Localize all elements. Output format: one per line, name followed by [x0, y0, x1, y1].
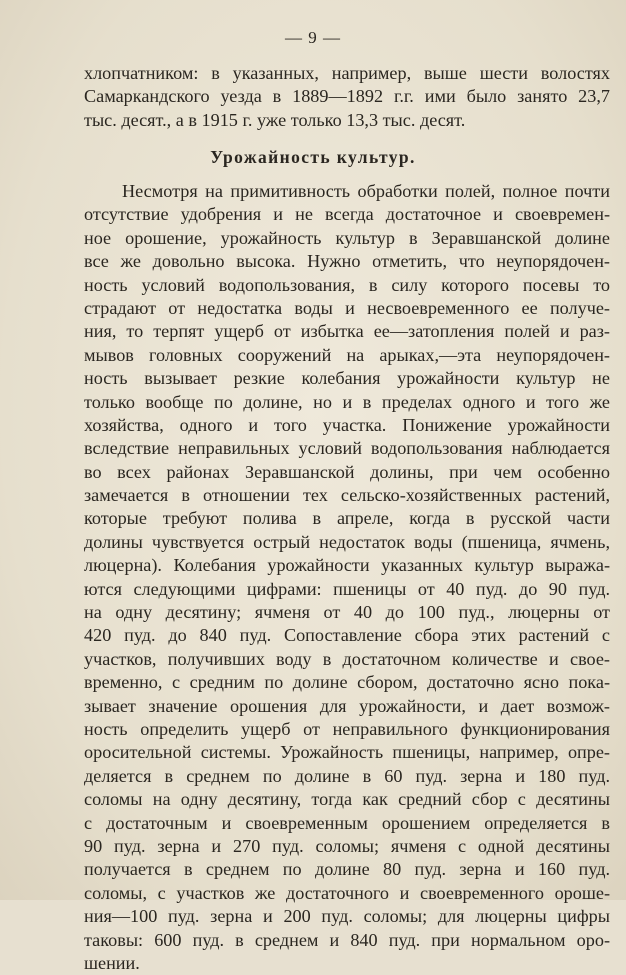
text-line: шении. [84, 952, 140, 973]
text-line: ность условий водопользования, в силу которого посевы то [84, 274, 610, 295]
text-line: ность вызывает резкие колебания урожайности культур не [84, 368, 610, 389]
text-line: деляется в среднем по долине в 60 пуд. зерна и 180 пуд. [84, 765, 610, 786]
text-line: страдают от недостатка воды и несвоевременного ее получе- [84, 297, 610, 318]
text-line: ния, то терпят ущерб от избытка ее—затопления полей и раз- [84, 321, 610, 342]
text-line: соломы, с участков же достаточного и своевременного ороше- [84, 882, 610, 903]
text-line: оросительной системы. Урожайность пшеницы, например, опре- [84, 742, 610, 763]
text-line: во всех районах Зеравшанской долины, при чем особенно [84, 461, 610, 482]
section-heading: Урожайность культур. [210, 147, 416, 167]
body-paragraph [84, 180, 610, 975]
text-line: отсутствие удобрения и не всегда достаточное и своевремен- [84, 204, 610, 225]
text-line: замечается в отношении тех сельско-хозяйственных растений, [84, 485, 610, 506]
text-line: временно, с средним по долине сбором, достаточно ясно пока- [84, 672, 610, 693]
text-line: с достаточным и своевременным орошением определяется в [84, 812, 610, 833]
text-line: вследствие неправильных условий водопользования наблюдается [84, 438, 610, 459]
text-line: 90 пуд. зерна и 270 пуд. соломы; ячменя с одной десятины [84, 835, 610, 856]
text-line: получается в среднем по долине 80 пуд. зерна и 160 пуд. [84, 859, 610, 880]
text-line: ются следующими цифрами: пшеницы от 40 пуд. до 90 пуд. [84, 578, 610, 599]
text-line: которые требуют полива в апреле, когда в русской части [84, 508, 610, 529]
text-line: люцерна). Колебания урожайности указанных культур выража- [84, 555, 610, 576]
text-line: участков, получивших воду в достаточном количестве и свое- [84, 648, 610, 669]
text-line: на одну десятину; ячменя от 40 до 100 пуд., люцерны от [84, 602, 610, 623]
text-line: все же довольно высока. Нужно отметить, что неупорядочен- [84, 251, 610, 272]
text-line: только вообще по долине, но и в пределах одного и того же [84, 391, 610, 412]
text-line: Самаркандского уезда в 1889—1892 г.г. ими было занято 23,7 [84, 86, 610, 107]
text-line: Несмотря на примитивность обработки полей, полное почти [122, 181, 610, 201]
text-line: ность определить ущерб от неправильного функционирования [84, 718, 610, 739]
page-number: — 9 — [285, 28, 341, 47]
text-line: хозяйства, одного и того участка. Понижение урожайности [84, 414, 610, 435]
text-line: долины чувствуется острый недостаток воды (пшеница, ячмень, [84, 531, 610, 552]
text-line: соломы на одну десятину, тогда как средний сбор с десятины [84, 789, 610, 810]
text-line: мывов головных сооружений на арыках,—эта неупорядочен- [84, 344, 610, 365]
text-line: 420 пуд. до 840 пуд. Сопоставление сбора этих растений с [84, 625, 610, 646]
text-line: ное орошение, урожайность культур в Зеравшанской долине [84, 227, 610, 248]
text-line: тыс. десят., а в 1915 г. уже только 13,3 тыс. десят. [84, 109, 466, 130]
text-line: ния—100 пуд. зерна и 200 пуд. соломы; для люцерны цифры [84, 906, 610, 927]
top-paragraph [84, 62, 610, 132]
text-line: таковы: 600 пуд. в среднем и 840 пуд. при нормальном оро- [84, 929, 610, 950]
text-line: зывает значение орошения для урожайности, и дает возмож- [84, 695, 610, 716]
text-line: хлопчатником: в указанных, например, выше шести волостях [84, 63, 610, 83]
